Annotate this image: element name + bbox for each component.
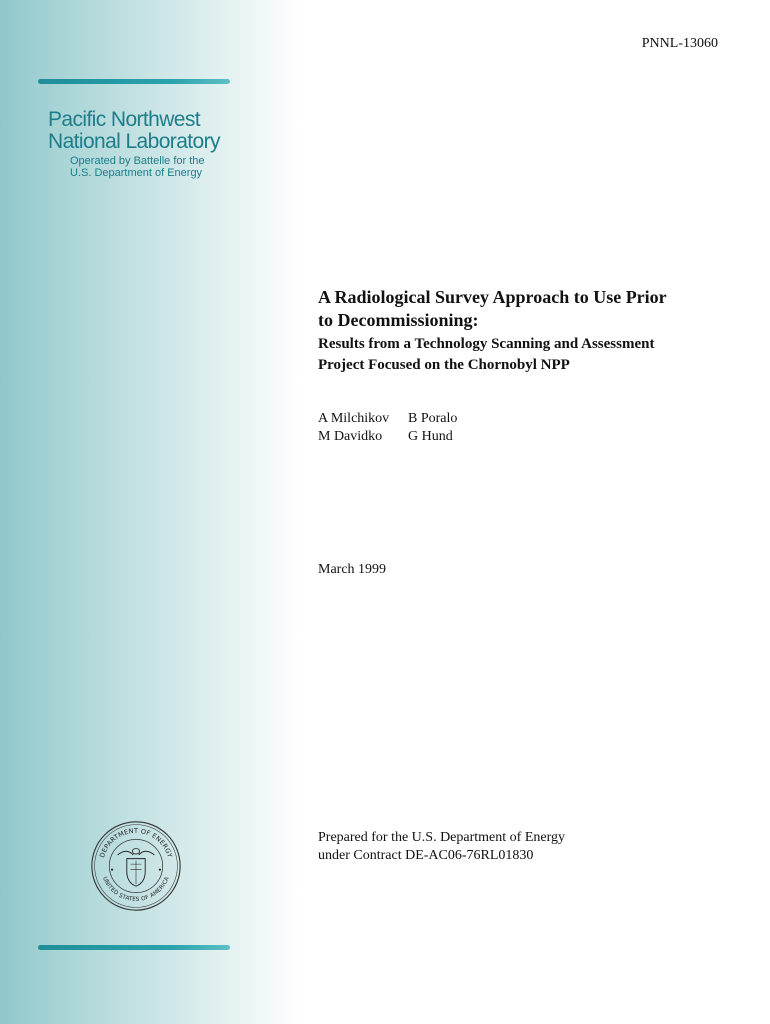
title-line-1: A Radiological Survey Approach to Use Prior [318,287,667,307]
lab-logo-name [48,109,220,153]
prepared-line-1: Prepared for the U.S. Department of Energy [318,830,565,845]
lab-name-line-2: National Laboratory [48,130,220,153]
lab-operator-line-2: U.S. Department of Energy [70,167,203,179]
lab-operator [70,155,205,179]
document-subtitle [318,334,738,376]
lab-name-line-1: Pacific Northwest [48,108,201,131]
document-title [318,286,738,332]
top-decorative-rule [38,79,230,84]
author-list [318,410,498,446]
prepared-line-2: under Contract DE-AC06-76RL01830 [318,848,534,863]
author-name: A Milchikov [318,411,390,426]
author-name: G Hund [408,429,453,444]
seal-text-top: DEPARTMENT OF ENERGY [98,826,174,859]
author-name: B Poralo [408,411,458,426]
doe-seal-icon [90,820,182,912]
bottom-decorative-rule [38,945,230,950]
author-name: M Davidko [318,429,383,444]
prepared-for-statement [318,829,565,865]
subtitle-line-1: Results from a Technology Scanning and Assessment [318,336,655,352]
seal-text-bottom: UNITED STATES OF AMERICA [101,876,171,904]
title-line-2: to Decommissioning: [318,310,479,330]
subtitle-line-2: Project Focused on the Chornobyl NPP [318,357,570,373]
report-number: PNNL-13060 [641,36,718,51]
publication-date: March 1999 [318,562,387,577]
lab-operator-line-1: Operated by Battelle for the [70,155,205,167]
